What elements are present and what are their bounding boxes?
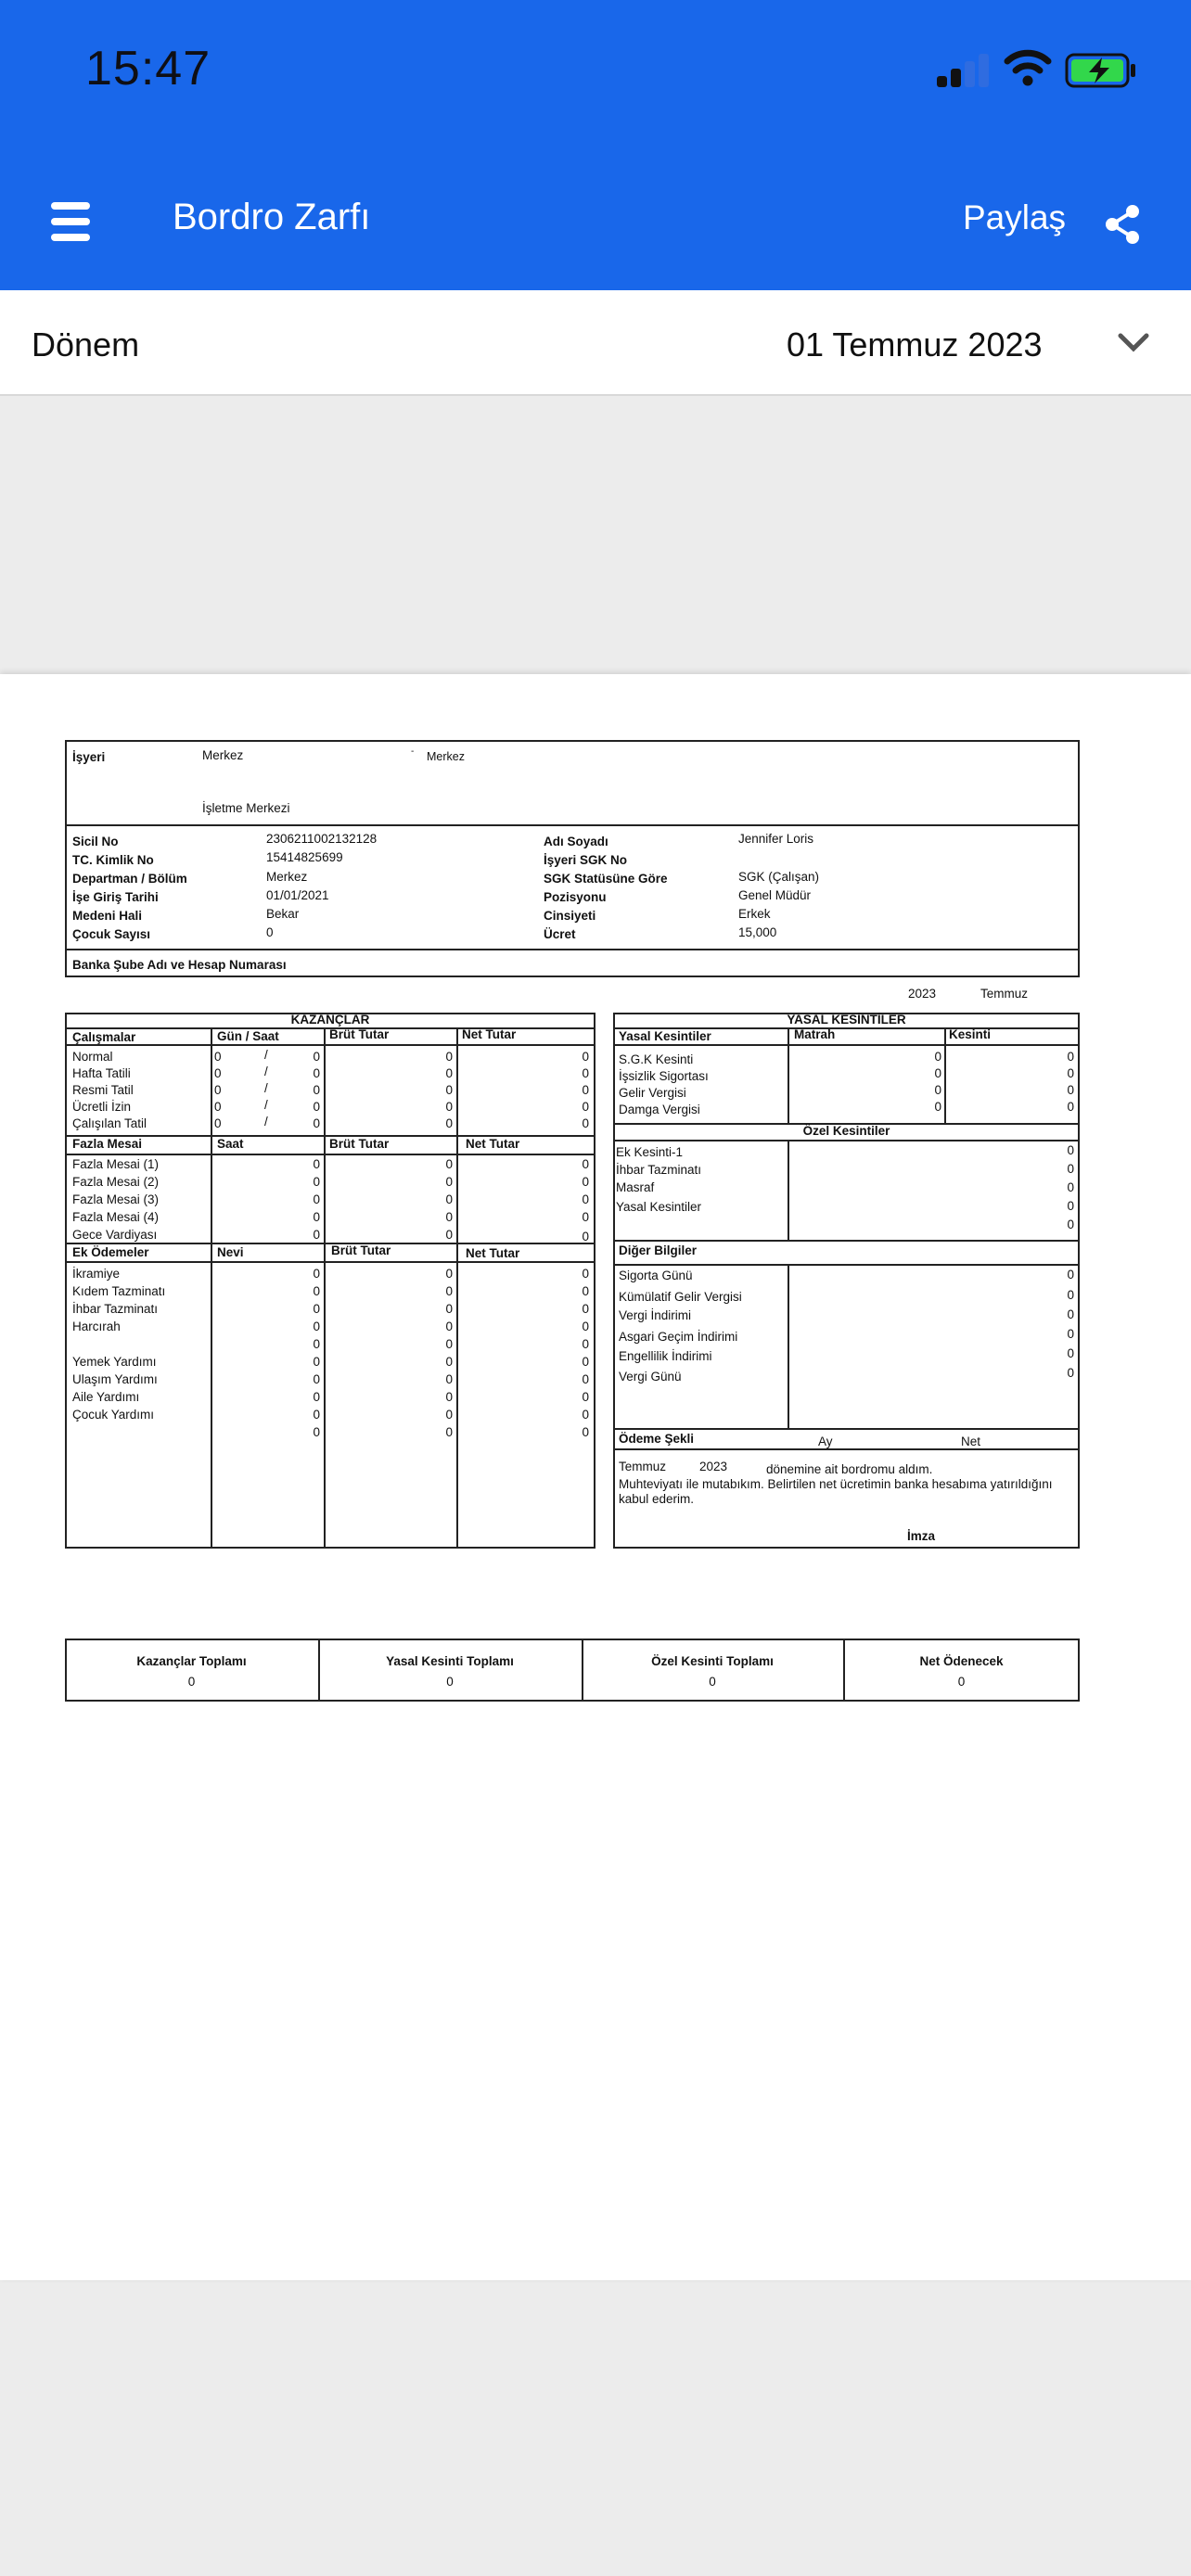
row-day: 0 <box>214 1100 222 1114</box>
row-day: 0 <box>214 1050 222 1064</box>
row-label: Fazla Mesai (4) <box>72 1210 160 1224</box>
row-net: 0 <box>582 1284 589 1298</box>
row-slash: / <box>264 1048 268 1062</box>
payslip-month: Temmuz <box>980 987 1029 1001</box>
row-slash: / <box>264 1081 268 1095</box>
row-net: 0 <box>582 1175 589 1189</box>
row-gross: 0 <box>445 1408 453 1422</box>
period-selector[interactable] <box>0 290 1191 396</box>
row-hours: 0 <box>313 1192 320 1206</box>
period-value[interactable]: 01 Temmuz 2023 <box>787 325 1043 363</box>
row-label: Kümülatif Gelir Vergisi <box>619 1290 742 1304</box>
row-type: 0 <box>313 1284 320 1298</box>
statement-text: kabul ederim. <box>619 1492 695 1506</box>
row-net: 0 <box>582 1210 589 1224</box>
row-gross: 0 <box>445 1355 453 1369</box>
row-net: 0 <box>582 1050 589 1064</box>
info-label: Adı Soyadı <box>544 835 608 848</box>
row-gross: 0 <box>445 1284 453 1298</box>
row-net: 0 <box>582 1230 589 1243</box>
info-label: Çocuk Sayısı <box>72 927 151 941</box>
row-gross: 0 <box>445 1302 453 1316</box>
row-amount: 0 <box>1067 1100 1074 1114</box>
row-net: 0 <box>582 1408 589 1422</box>
workplace-dash: - <box>411 746 415 757</box>
row-label: İkramiye <box>72 1267 121 1281</box>
row-label: Kıdem Tazminatı <box>72 1284 166 1298</box>
page-title: Bordro Zarfı <box>173 197 371 237</box>
row-base: 0 <box>934 1100 941 1114</box>
row-net: 0 <box>582 1192 589 1206</box>
row-type: 0 <box>313 1320 320 1333</box>
row-amount: 0 <box>1067 1066 1074 1080</box>
payment-net-label: Net <box>961 1435 981 1448</box>
row-net: 0 <box>582 1267 589 1281</box>
row-label: Fazla Mesai (3) <box>72 1192 160 1206</box>
statement-text: dönemine ait bordromu aldım. <box>766 1462 933 1476</box>
info-label: Cinsiyeti <box>544 909 596 923</box>
row-amount: 0 <box>1067 1180 1074 1194</box>
row-base: 0 <box>934 1050 941 1064</box>
row-net: 0 <box>582 1355 589 1369</box>
row-gross: 0 <box>445 1192 453 1206</box>
row-gross: 0 <box>445 1267 453 1281</box>
row-gross: 0 <box>445 1425 453 1439</box>
info-value: 0 <box>266 925 274 939</box>
info-value: Jennifer Loris <box>738 832 814 846</box>
row-net: 0 <box>582 1066 589 1080</box>
row-label: Gelir Vergisi <box>619 1086 686 1100</box>
row-net: 0 <box>582 1083 589 1097</box>
payslip-year: 2023 <box>908 987 937 1001</box>
row-label: Ek Kesinti-1 <box>616 1145 684 1159</box>
workplace-label: İşyeri <box>72 750 106 764</box>
share-button[interactable]: Paylaş <box>963 198 1067 236</box>
app-header <box>0 0 1191 290</box>
row-label: S.G.K Kesinti <box>619 1052 694 1066</box>
row-net: 0 <box>582 1116 589 1130</box>
row-amount: 0 <box>1067 1327 1074 1341</box>
row-type: 0 <box>313 1267 320 1281</box>
info-label: İşe Giriş Tarihi <box>72 890 159 904</box>
row-amount: 0 <box>1067 1366 1074 1380</box>
row-label: İşsizlik Sigortası <box>619 1069 709 1083</box>
info-value: 01/01/2021 <box>266 888 329 902</box>
row-hours: 0 <box>313 1175 320 1189</box>
totals-value: 0 <box>446 1675 454 1689</box>
row-label: Engellilik İndirimi <box>619 1349 712 1363</box>
row-gross: 0 <box>445 1390 453 1404</box>
payment-title: Ödeme Şekli <box>619 1432 695 1446</box>
row-day: 0 <box>214 1116 222 1130</box>
private-deductions-title: Özel Kesintiler <box>802 1124 890 1138</box>
row-net: 0 <box>582 1372 589 1386</box>
status-time: 15:47 <box>85 42 211 96</box>
totals-value: 0 <box>187 1675 196 1689</box>
workplace-value: Merkez <box>202 748 244 762</box>
row-gross: 0 <box>445 1337 453 1351</box>
row-slash: / <box>264 1065 268 1078</box>
row-gross: 0 <box>445 1210 453 1224</box>
totals-label: Özel Kesinti Toplamı <box>651 1654 774 1668</box>
row-amount: 0 <box>1067 1162 1074 1176</box>
statement-year: 2023 <box>699 1460 728 1473</box>
row-label: Vergi İndirimi <box>619 1308 692 1322</box>
row-type: 0 <box>313 1372 320 1386</box>
earnings-title: KAZANÇLAR <box>290 1013 370 1027</box>
column-header: Net Tutar <box>462 1027 517 1041</box>
row-net: 0 <box>582 1390 589 1404</box>
row-hour: 0 <box>313 1050 320 1064</box>
row-gross: 0 <box>445 1175 453 1189</box>
row-amount: 0 <box>1067 1268 1074 1282</box>
row-label: Resmi Tatil <box>72 1083 134 1097</box>
row-type: 0 <box>313 1337 320 1351</box>
cellular-signal-icon <box>937 54 991 87</box>
row-amount: 0 <box>1067 1288 1074 1302</box>
row-label: Ücretli İzin <box>72 1100 132 1114</box>
chevron-down-icon[interactable] <box>1117 331 1150 353</box>
row-amount: 0 <box>1067 1307 1074 1321</box>
row-label: Yasal Kesintiler <box>616 1200 702 1214</box>
row-label: Damga Vergisi <box>619 1103 700 1116</box>
row-label: Asgari Geçim İndirimi <box>619 1330 738 1344</box>
row-label: Sigorta Günü <box>619 1269 693 1282</box>
row-label: Vergi Günü <box>619 1370 682 1384</box>
row-net: 0 <box>582 1100 589 1114</box>
row-gross: 0 <box>445 1116 453 1130</box>
column-header: Net Tutar <box>466 1246 520 1260</box>
row-label: Aile Yardımı <box>72 1390 140 1404</box>
column-header: Brüt Tutar <box>329 1137 390 1151</box>
statement-month: Temmuz <box>619 1460 667 1473</box>
column-header: Gün / Saat <box>217 1029 279 1043</box>
statement-text: Muhteviyatı ile mutabıkım. Belirtilen net ücretimin banka hesabıma yatırıldığını <box>619 1477 1053 1491</box>
earnings-table <box>65 1013 596 1549</box>
column-header: Yasal Kesintiler <box>619 1029 711 1043</box>
row-hour: 0 <box>313 1100 320 1114</box>
column-header: Brüt Tutar <box>331 1243 391 1257</box>
row-hours: 0 <box>313 1157 320 1171</box>
row-gross: 0 <box>445 1083 453 1097</box>
row-type: 0 <box>313 1355 320 1369</box>
period-label: Dönem <box>32 325 140 363</box>
business-center: İşletme Merkezi <box>202 801 290 815</box>
totals-value: 0 <box>709 1675 716 1689</box>
row-slash: / <box>264 1115 268 1129</box>
row-label: İhbar Tazminatı <box>72 1302 159 1316</box>
signature-label: İmza <box>907 1529 936 1543</box>
row-label: Çocuk Yardımı <box>72 1408 155 1422</box>
row-base: 0 <box>934 1083 941 1097</box>
row-type: 0 <box>313 1302 320 1316</box>
row-net: 0 <box>582 1302 589 1316</box>
row-gross: 0 <box>445 1372 453 1386</box>
column-header: Fazla Mesai <box>72 1137 143 1151</box>
workplace-value-2: Merkez <box>427 750 465 763</box>
row-net: 0 <box>582 1320 589 1333</box>
row-type: 0 <box>313 1408 320 1422</box>
bank-label: Banka Şube Adı ve Hesap Numarası <box>72 958 287 972</box>
row-hour: 0 <box>313 1066 320 1080</box>
column-header: Çalışmalar <box>72 1030 136 1044</box>
totals-label: Net Ödenecek <box>919 1654 1004 1668</box>
row-label: Fazla Mesai (2) <box>72 1175 160 1189</box>
info-label: Ücret <box>544 927 576 941</box>
menu-icon[interactable] <box>51 202 96 241</box>
row-hours: 0 <box>313 1210 320 1224</box>
info-value: Erkek <box>738 907 771 921</box>
row-amount: 0 <box>1067 1143 1074 1157</box>
column-header: Nevi <box>217 1245 244 1259</box>
row-label: İhbar Tazminatı <box>616 1163 702 1177</box>
row-amount: 0 <box>1067 1199 1074 1213</box>
row-day: 0 <box>214 1066 222 1080</box>
column-header: Saat <box>217 1137 244 1151</box>
deductions-title: YASAL KESİNTİLER <box>787 1013 906 1027</box>
info-label: Medeni Hali <box>72 909 143 923</box>
row-slash: / <box>264 1098 268 1112</box>
share-icon[interactable] <box>1104 204 1141 245</box>
row-type: 0 <box>313 1425 320 1439</box>
info-label: SGK Statüsüne Göre <box>544 872 668 886</box>
row-amount: 0 <box>1067 1346 1074 1360</box>
row-net: 0 <box>582 1425 589 1439</box>
row-label: Hafta Tatili <box>72 1066 131 1080</box>
info-value: 15414825699 <box>266 850 343 864</box>
row-amount: 0 <box>1067 1083 1074 1097</box>
row-base: 0 <box>934 1066 941 1080</box>
info-label: İşyeri SGK No <box>544 853 628 867</box>
row-gross: 0 <box>445 1157 453 1171</box>
totals-label: Yasal Kesinti Toplamı <box>386 1654 514 1668</box>
column-header: Kesinti <box>949 1027 992 1041</box>
payslip-document <box>0 674 1191 2280</box>
info-value: Merkez <box>266 870 308 884</box>
info-value: Bekar <box>266 907 300 921</box>
totals-table <box>65 1639 1080 1702</box>
battery-charging-icon <box>1065 52 1139 89</box>
wifi-icon <box>1004 48 1052 87</box>
totals-label: Kazançlar Toplamı <box>136 1654 247 1668</box>
row-hour: 0 <box>313 1116 320 1130</box>
column-header: Ek Ödemeler <box>72 1245 149 1259</box>
other-info-title: Diğer Bilgiler <box>619 1243 698 1257</box>
info-label: TC. Kimlik No <box>72 853 154 867</box>
row-gross: 0 <box>445 1066 453 1080</box>
totals-value: 0 <box>957 1675 966 1689</box>
row-gross: 0 <box>445 1320 453 1333</box>
row-net: 0 <box>582 1157 589 1171</box>
row-gross: 0 <box>445 1100 453 1114</box>
info-value: SGK (Çalışan) <box>738 870 820 884</box>
row-label: Masraf <box>616 1180 655 1194</box>
column-header: Brüt Tutar <box>329 1027 390 1041</box>
info-value: 2306211002132128 <box>266 832 378 846</box>
row-hours: 0 <box>313 1228 320 1242</box>
row-label: Ulaşım Yardımı <box>72 1372 158 1386</box>
row-label: Gece Vardiyası <box>72 1228 158 1242</box>
row-amount: 0 <box>1067 1218 1074 1231</box>
row-label: Fazla Mesai (1) <box>72 1157 160 1171</box>
column-header: Net Tutar <box>466 1137 520 1151</box>
row-net: 0 <box>582 1337 589 1351</box>
info-value: 15,000 <box>738 925 777 939</box>
row-hour: 0 <box>313 1083 320 1097</box>
row-gross: 0 <box>445 1050 453 1064</box>
info-label: Sicil No <box>72 835 119 848</box>
row-day: 0 <box>214 1083 222 1097</box>
row-amount: 0 <box>1067 1050 1074 1064</box>
info-label: Departman / Bölüm <box>72 872 187 886</box>
row-label: Normal <box>72 1050 113 1064</box>
column-header: Matrah <box>794 1027 836 1041</box>
payment-month-label: Ay <box>818 1435 833 1448</box>
row-label: Harcırah <box>72 1320 121 1333</box>
row-type: 0 <box>313 1390 320 1404</box>
row-label: Yemek Yardımı <box>72 1355 157 1369</box>
info-value: Genel Müdür <box>738 888 812 902</box>
row-label: Çalışılan Tatil <box>72 1116 147 1130</box>
row-gross: 0 <box>445 1228 453 1242</box>
info-label: Pozisyonu <box>544 890 607 904</box>
